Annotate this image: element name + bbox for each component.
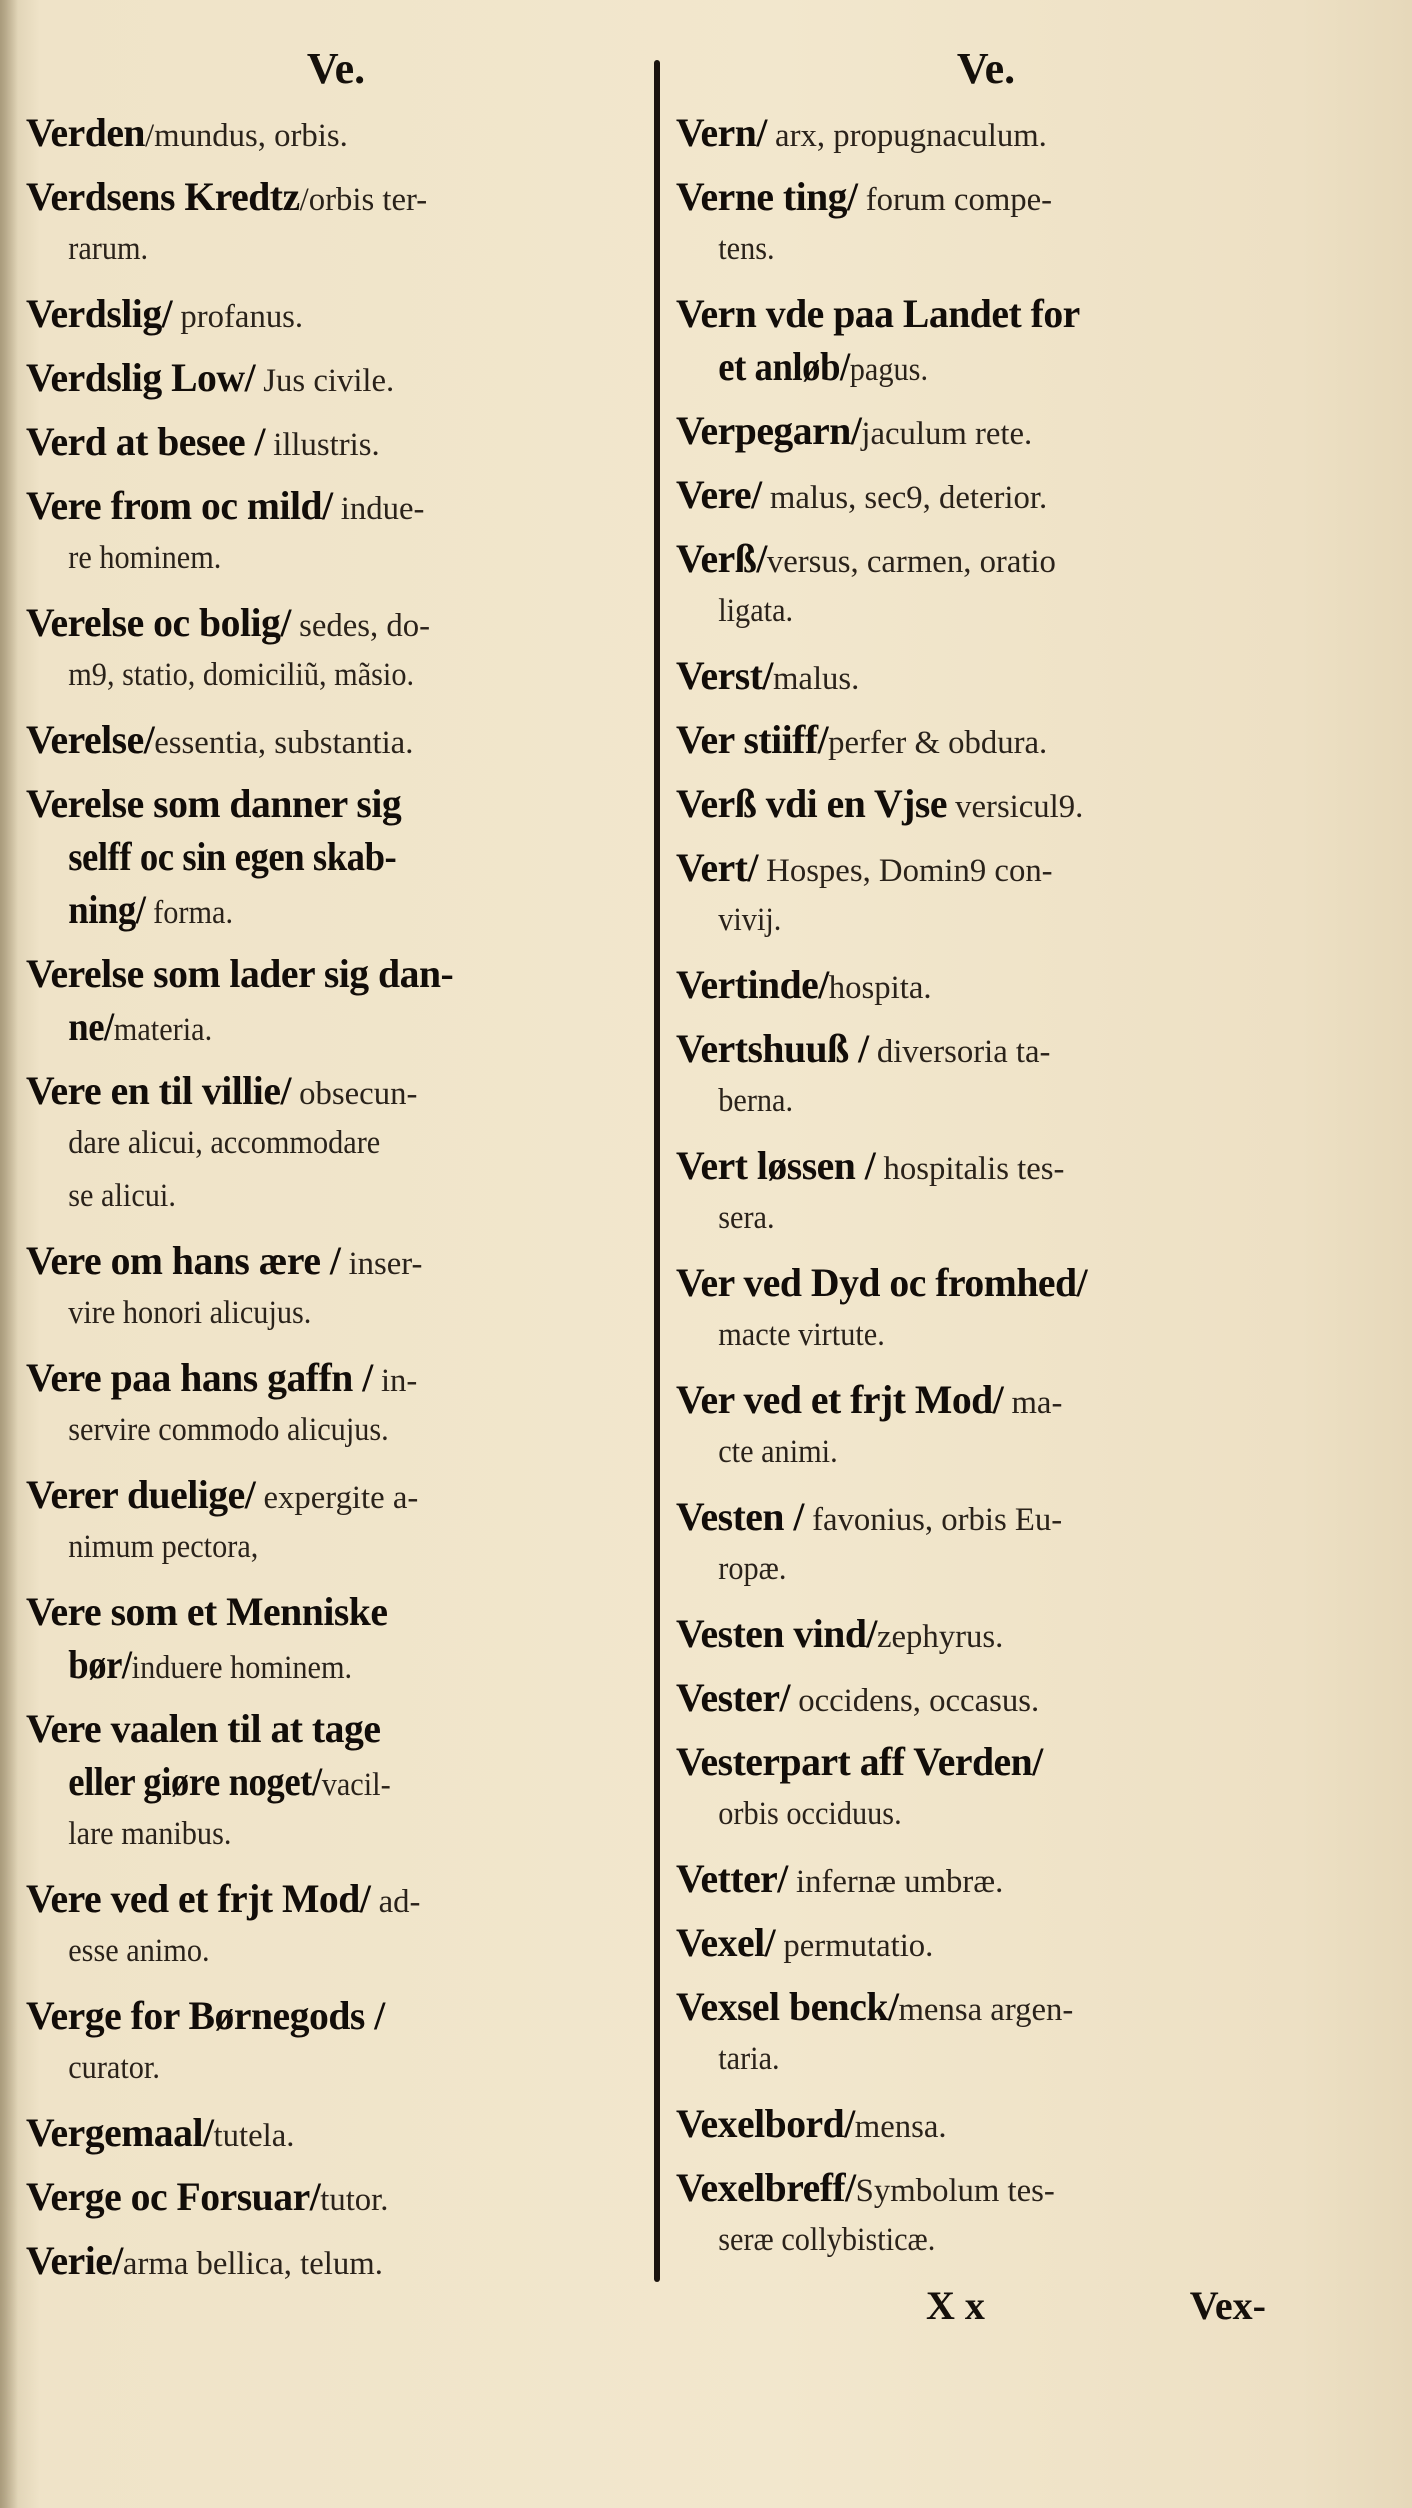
headword: selff oc sin egen skab- <box>68 834 397 879</box>
translation: infernæ umbræ. <box>787 1864 1004 1900</box>
entry-continuation-line <box>676 1309 1245 1362</box>
entry-continuation-line <box>26 223 595 276</box>
headword: Verß/ <box>676 536 767 581</box>
headword: ning/ <box>68 887 146 932</box>
entry-line <box>676 287 1291 340</box>
translation: indue- <box>332 491 425 527</box>
headword: Vere ved et frjt Mod/ <box>26 1876 371 1921</box>
headword: Vert løssen / <box>676 1143 876 1188</box>
headword: Ver stiiff/ <box>676 717 829 762</box>
dictionary-entry <box>26 2234 646 2287</box>
translation: esse animo. <box>68 1933 210 1969</box>
left-entries <box>26 106 646 2287</box>
entry-continuation-line <box>26 1755 595 1808</box>
entry-line <box>676 1490 1291 1543</box>
entry-line <box>26 1989 641 2042</box>
headword: Vexelbreff/ <box>676 2165 856 2210</box>
entry-line <box>676 1735 1291 1788</box>
dictionary-entry <box>26 777 646 936</box>
translation: permutatio. <box>775 1928 934 1964</box>
entry-line <box>26 1234 641 1287</box>
headword: Vern vde paa Landet for <box>676 291 1080 336</box>
dictionary-entry <box>26 2106 646 2159</box>
headword: Ver ved Dyd oc fromhed/ <box>676 1260 1088 1305</box>
entry-continuation-line <box>26 1170 595 1223</box>
entry-continuation-line <box>676 223 1245 276</box>
entry-line <box>26 1585 641 1638</box>
dictionary-entry <box>676 2161 1296 2267</box>
right-column <box>676 40 1296 2334</box>
dictionary-entry <box>26 106 646 159</box>
translation: se alicui. <box>68 1178 176 1214</box>
entry-continuation-line <box>676 1192 1245 1245</box>
headword: Verie/ <box>26 2238 123 2283</box>
translation: /mundus, orbis. <box>145 118 348 154</box>
right-running-head: Ve. <box>956 44 1016 93</box>
entry-line <box>26 713 641 766</box>
entry-line <box>676 1980 1291 2033</box>
dictionary-entry <box>26 1872 646 1978</box>
translation: seræ collybisticæ. <box>718 2222 936 2258</box>
translation: mensa argen- <box>898 1992 1074 2028</box>
dictionary-entry <box>676 1139 1296 1245</box>
headword: Ver ved et frjt Mod/ <box>676 1377 1004 1422</box>
translation: servire commodo alicujus. <box>68 1412 389 1448</box>
translation: arx, propugnaculum. <box>766 118 1047 154</box>
dictionary-entry <box>26 479 646 585</box>
translation: expergite a- <box>255 1480 419 1516</box>
dictionary-entry <box>676 287 1296 393</box>
entry-line <box>676 1916 1291 1969</box>
dictionary-entry <box>676 1671 1296 1724</box>
translation: macte virtute. <box>718 1317 885 1353</box>
translation: tutor. <box>320 2182 389 2218</box>
entry-continuation-line <box>676 2033 1245 2086</box>
dictionary-entry <box>676 958 1296 1011</box>
translation: materia. <box>113 1012 213 1048</box>
entry-line <box>676 1852 1291 1905</box>
dictionary-entry <box>676 1916 1296 1969</box>
dictionary-entry <box>26 351 646 404</box>
headword: Vexel/ <box>676 1920 776 1965</box>
headword: bør/ <box>68 1642 132 1687</box>
entry-continuation-line <box>26 1808 595 1861</box>
dictionary-entry <box>676 468 1296 521</box>
dictionary-entry <box>26 1468 646 1574</box>
entry-line <box>26 479 641 532</box>
translation: forma. <box>145 895 234 931</box>
translation: essentia, substantia. <box>154 725 414 761</box>
headword: Vetter/ <box>676 1856 788 1901</box>
entry-line <box>26 777 641 830</box>
dictionary-entry <box>26 1234 646 1340</box>
headword: Verelse som lader sig dan- <box>26 951 454 996</box>
headword: Vesten / <box>676 1494 804 1539</box>
translation: occidens, occasus. <box>790 1683 1040 1719</box>
dictionary-entry <box>26 170 646 276</box>
headword: Vertinde/ <box>676 962 829 1007</box>
entry-line <box>26 1468 641 1521</box>
entry-continuation-line <box>26 2042 595 2095</box>
headword: ne/ <box>68 1004 114 1049</box>
dictionary-entry <box>26 1702 646 1861</box>
entry-continuation-line <box>26 1925 595 1978</box>
translation: hospita. <box>828 970 932 1006</box>
dictionary-entry <box>676 713 1296 766</box>
entry-continuation-line <box>26 1404 595 1457</box>
translation: versicul9. <box>946 789 1084 825</box>
translation: induere hominem. <box>131 1650 353 1686</box>
headword: Vere vaalen til at tage <box>26 1706 381 1751</box>
entry-continuation-line <box>26 1287 595 1340</box>
translation: arma bellica, telum. <box>122 2246 383 2282</box>
dictionary-entry <box>26 596 646 702</box>
headword: Verelse som danner sig <box>26 781 402 826</box>
entry-line <box>26 287 641 340</box>
translation: obsecun- <box>290 1076 418 1112</box>
headword: Vesten vind/ <box>676 1611 877 1656</box>
entry-line <box>676 841 1291 894</box>
dictionary-entry <box>676 1022 1296 1128</box>
translation: /orbis ter- <box>299 182 428 218</box>
translation: illustris. <box>265 427 380 463</box>
signature-mark: X x <box>926 2283 985 2328</box>
entry-line <box>676 1671 1291 1724</box>
dictionary-entry <box>26 1585 646 1691</box>
entry-continuation-line <box>26 883 595 936</box>
entry-line <box>26 415 641 468</box>
translation: diversoria ta- <box>868 1034 1051 1070</box>
headword: Vere paa hans gaffn / <box>26 1355 373 1400</box>
headword: Vere/ <box>676 472 762 517</box>
headword: Vertshuuß / <box>676 1026 869 1071</box>
translation: tutela. <box>213 2118 295 2154</box>
translation: ma- <box>1003 1385 1063 1421</box>
dictionary-entry <box>676 649 1296 702</box>
translation: forum compe- <box>857 182 1053 218</box>
translation: versus, carmen, oratio <box>766 544 1056 580</box>
translation: vire honori alicujus. <box>68 1295 312 1331</box>
entry-line <box>26 1351 641 1404</box>
entry-line <box>676 2097 1291 2150</box>
entry-line <box>676 1607 1291 1660</box>
dictionary-entry <box>676 1980 1296 2086</box>
headword: Vern/ <box>676 110 767 155</box>
dictionary-entry <box>26 1064 646 1223</box>
entry-line <box>676 1139 1291 1192</box>
entry-line <box>26 106 641 159</box>
dictionary-entry <box>676 532 1296 638</box>
entry-line <box>26 2170 641 2223</box>
dictionary-entry <box>676 841 1296 947</box>
translation: tens. <box>718 231 775 267</box>
headword: Verge for Børnegods / <box>26 1993 385 2038</box>
translation: nimum pectora, <box>68 1529 259 1565</box>
dictionary-entry <box>676 777 1296 830</box>
dictionary-entry <box>26 287 646 340</box>
entry-line <box>676 713 1291 766</box>
entry-continuation-line <box>676 1075 1245 1128</box>
left-column <box>26 40 646 2298</box>
entry-continuation-line <box>26 1117 595 1170</box>
dictionary-entry <box>676 1852 1296 1905</box>
entry-continuation-line <box>676 1788 1245 1841</box>
translation: taria. <box>718 2041 780 2077</box>
dictionary-entry <box>676 404 1296 457</box>
headword: Verden <box>26 110 146 155</box>
dictionary-entry <box>676 2097 1296 2150</box>
translation: Symbolum tes- <box>855 2173 1055 2209</box>
dictionary-entry <box>676 1256 1296 1362</box>
dictionary-entry <box>676 1373 1296 1479</box>
entry-line <box>26 947 641 1000</box>
headword: Verpegarn/ <box>676 408 862 453</box>
translation: malus. <box>772 661 860 697</box>
translation: profanus. <box>172 299 304 335</box>
headword: Verelse oc bolig/ <box>26 600 291 645</box>
translation: berna. <box>718 1083 794 1119</box>
dictionary-entry <box>676 1607 1296 1660</box>
headword: Verd at besee / <box>26 419 266 464</box>
translation: hospitalis tes- <box>875 1151 1065 1187</box>
entry-line <box>26 2106 641 2159</box>
entry-line <box>26 596 641 649</box>
translation: malus, sec9, deterior. <box>761 480 1048 516</box>
translation: orbis occiduus. <box>718 1796 902 1832</box>
translation: curator. <box>68 2050 160 2086</box>
entry-line <box>676 170 1291 223</box>
translation: rarum. <box>68 231 149 267</box>
entry-continuation-line <box>26 1000 595 1053</box>
right-entries <box>676 106 1296 2267</box>
translation: re hominem. <box>68 540 222 576</box>
dictionary-entry <box>26 713 646 766</box>
entry-line <box>676 777 1291 830</box>
headword: Verne ting/ <box>676 174 858 219</box>
headword: Vergemaal/ <box>26 2110 214 2155</box>
headword: et anløb/ <box>718 344 850 389</box>
translation: mensa. <box>854 2109 947 2145</box>
headword: eller giøre noget/ <box>68 1759 322 1804</box>
headword: Vere en til villie/ <box>26 1068 291 1113</box>
headword: Verge oc Forsuar/ <box>26 2174 321 2219</box>
translation: dare alicui, accommodare <box>68 1125 381 1161</box>
translation: sera. <box>718 1200 775 1236</box>
headword: Verdslig Low/ <box>26 355 256 400</box>
entry-line <box>26 1702 641 1755</box>
headword: Verdsens Kredtz <box>26 174 300 219</box>
translation: inser- <box>340 1246 423 1282</box>
headword: Vere om hans ære / <box>26 1238 341 1283</box>
entry-line <box>676 404 1291 457</box>
entry-continuation-line <box>26 830 595 883</box>
dictionary-entry <box>26 1351 646 1457</box>
translation: jaculum rete. <box>861 416 1033 452</box>
headword: Vester/ <box>676 1675 791 1720</box>
dictionary-entry <box>26 2170 646 2223</box>
entry-continuation-line <box>676 340 1245 393</box>
translation: perfer & obdura. <box>828 725 1048 761</box>
translation: m9, statio, domiciliũ, mãsio. <box>68 657 415 693</box>
translation: ropæ. <box>718 1551 787 1587</box>
translation: vivij. <box>718 902 782 938</box>
dictionary-entry <box>26 947 646 1053</box>
headword: Verst/ <box>676 653 773 698</box>
entry-continuation-line <box>26 1638 595 1691</box>
headword: Vexelbord/ <box>676 2101 855 2146</box>
dictionary-entry <box>26 1989 646 2095</box>
translation: in- <box>372 1363 418 1399</box>
entry-line <box>26 1064 641 1117</box>
entry-line <box>676 958 1291 1011</box>
headword: Verelse/ <box>26 717 155 762</box>
gutter-shadow <box>0 0 18 2508</box>
translation: vacil- <box>321 1767 391 1803</box>
translation: favonius, orbis Eu- <box>803 1502 1063 1538</box>
translation: Hospes, Domin9 con- <box>757 853 1053 889</box>
entry-continuation-line <box>676 585 1245 638</box>
entry-line <box>26 351 641 404</box>
translation: Jus civile. <box>255 363 395 399</box>
translation: sedes, do- <box>290 608 430 644</box>
dictionary-entry <box>676 1735 1296 1841</box>
catchword: Vex- <box>1189 2283 1266 2328</box>
dictionary-entry <box>676 1490 1296 1596</box>
entry-line <box>26 2234 641 2287</box>
translation: zephyrus. <box>876 1619 1004 1655</box>
translation: cte animi. <box>718 1434 838 1470</box>
entry-continuation-line <box>676 894 1245 947</box>
dictionary-entry <box>676 106 1296 159</box>
entry-continuation-line <box>676 2214 1245 2267</box>
headword: Vere from oc mild/ <box>26 483 333 528</box>
translation: ad- <box>370 1884 421 1920</box>
translation: pagus. <box>849 352 929 388</box>
headword: Vere som et Mennіske <box>26 1589 388 1634</box>
page-footer <box>676 2278 1296 2334</box>
entry-line <box>676 106 1291 159</box>
headword: Verdslig/ <box>26 291 173 336</box>
entry-line <box>676 468 1291 521</box>
entry-line <box>676 1373 1291 1426</box>
entry-continuation-line <box>26 532 595 585</box>
headword: Verer duelige/ <box>26 1472 256 1517</box>
headword: Verß vdi en Vjse <box>676 781 947 826</box>
entry-line <box>26 170 641 223</box>
headword: Vesterpart aff Verden/ <box>676 1739 1043 1784</box>
left-running-head: Ve. <box>306 44 366 93</box>
entry-continuation-line <box>676 1543 1245 1596</box>
entry-continuation-line <box>26 649 595 702</box>
entry-continuation-line <box>26 1521 595 1574</box>
headword: Vert/ <box>676 845 758 890</box>
entry-line <box>26 1872 641 1925</box>
headword: Vexsel benck/ <box>676 1984 899 2029</box>
translation: lare manibus. <box>68 1816 232 1852</box>
column-divider <box>654 60 660 2282</box>
dictionary-entry <box>26 415 646 468</box>
dictionary-entry <box>676 170 1296 276</box>
entry-line <box>676 2161 1291 2214</box>
entry-line <box>676 1256 1291 1309</box>
entry-continuation-line <box>676 1426 1245 1479</box>
entry-line <box>676 1022 1291 1075</box>
entry-line <box>676 532 1291 585</box>
entry-line <box>676 649 1291 702</box>
translation: ligata. <box>718 593 794 629</box>
